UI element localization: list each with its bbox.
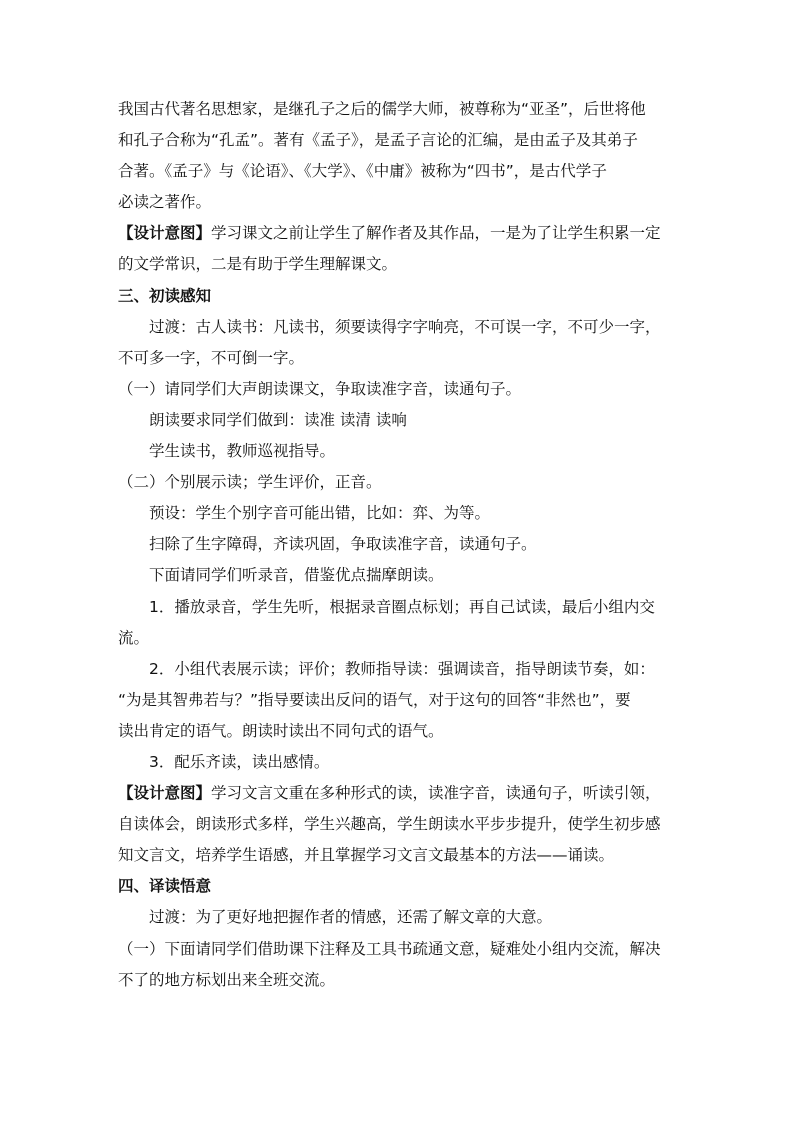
text-line xyxy=(118,374,680,405)
section-heading: 三、初读感知 xyxy=(118,286,212,305)
line-text: 我国古代著名思想家，是继孔子之后的儒学大师，被尊称为“亚圣”，后世将他 xyxy=(118,100,646,118)
text-line xyxy=(118,654,680,685)
text-line xyxy=(118,560,680,591)
line-text: 合著。《孟子》与《论语》、《大学》、《中庸》被称为“四书”，是古代学子 xyxy=(118,162,607,181)
line-text: 必读之著作。 xyxy=(118,193,212,212)
text-line xyxy=(118,94,680,125)
line-text: 知文言文，培养学生语感，并且掌握学习文言文最基本的方法——诵读。 xyxy=(118,846,615,865)
line-text: （一）下面请同学们借助课下注释及工具书疏通文意，疑难处小组内交流，解决 xyxy=(118,939,661,958)
line-text: 和孔子合称为“孔孟”。著有《孟子》，是孟子言论的汇编，是由孟子及其弟子 xyxy=(118,131,638,150)
text-line xyxy=(118,312,680,343)
text-line xyxy=(118,965,680,996)
line-text: 学习课文之前让学生了解作者及其作品，一是为了让学生积累一定 xyxy=(211,224,661,243)
text-line xyxy=(118,592,680,623)
text-line xyxy=(118,187,680,218)
text-line xyxy=(118,716,680,747)
line-text: 学习文言文重在多种形式的读，读准字音，读通句子，听读引领， xyxy=(211,784,661,803)
document-body xyxy=(118,94,680,996)
text-line xyxy=(118,405,680,436)
design-intent-label: 【设计意图】 xyxy=(118,224,212,243)
line-text: 下面请同学们听录音，借鉴优点揣摩朗读。 xyxy=(149,566,444,585)
text-line xyxy=(118,218,680,249)
line-text: 1．播放录音，学生先听，根据录音圈点标划；再自己试读，最后小组内交 xyxy=(149,597,655,616)
text-line xyxy=(118,125,680,156)
line-text: 预设：学生个别字音可能出错，比如：弈、为等。 xyxy=(149,504,491,523)
line-text: （二）个别展示读；学生评价，正音。 xyxy=(118,473,382,492)
line-text: 3．配乐齐读，读出感情。 xyxy=(149,752,330,771)
text-line xyxy=(118,747,680,778)
text-line xyxy=(118,871,680,902)
line-text: （一）请同学们大声朗读课文，争取读准字音，读通句子。 xyxy=(118,379,522,398)
line-text: 不可多一字，不可倒一字。 xyxy=(118,348,305,367)
text-line xyxy=(118,467,680,498)
line-text: 的文学常识，二是有助于学生理解课文。 xyxy=(118,255,398,274)
line-text: 过渡：为了更好地把握作者的情感，还需了解文章的大意。 xyxy=(149,908,553,927)
text-line xyxy=(118,934,680,965)
line-text: 不了的地方标划出来全班交流。 xyxy=(118,970,336,989)
text-line xyxy=(118,281,680,312)
text-line xyxy=(118,778,680,809)
text-line xyxy=(118,902,680,933)
text-line xyxy=(118,249,680,280)
line-text: 流。 xyxy=(118,628,150,647)
line-text: 过渡：古人读书：凡读书，须要读得字字响亮，不可误一字，不可少一字， xyxy=(149,317,661,336)
line-text: 2．小组代表展示读；评价；教师指导读：强调读音，指导朗读节奏，如： xyxy=(149,659,655,678)
text-line xyxy=(118,840,680,871)
line-text: 自读体会，朗读形式多样，学生兴趣高，学生朗读水平步步提升，使学生初步感 xyxy=(118,815,661,834)
text-line xyxy=(118,498,680,529)
text-line xyxy=(118,156,680,187)
text-line xyxy=(118,529,680,560)
line-text: 读出肯定的语气。朗读时读出不同句式的语气。 xyxy=(118,721,444,740)
text-line xyxy=(118,809,680,840)
text-line xyxy=(118,436,680,467)
text-line xyxy=(118,343,680,374)
design-intent-label: 【设计意图】 xyxy=(118,784,212,803)
section-heading: 四、译读悟意 xyxy=(118,877,212,896)
text-line xyxy=(118,623,680,654)
line-text: 扫除了生字障碍，齐读巩固，争取读准字音，读通句子。 xyxy=(149,535,537,554)
line-text: 学生读书，教师巡视指导。 xyxy=(149,442,336,461)
line-text: “为是其智弗若与？”指导要读出反问的语气，对于这句的回答“非然也”，要 xyxy=(118,690,631,709)
line-text: 朗读要求同学们做到：读准 读清 读响 xyxy=(149,410,407,429)
text-line xyxy=(118,685,680,716)
